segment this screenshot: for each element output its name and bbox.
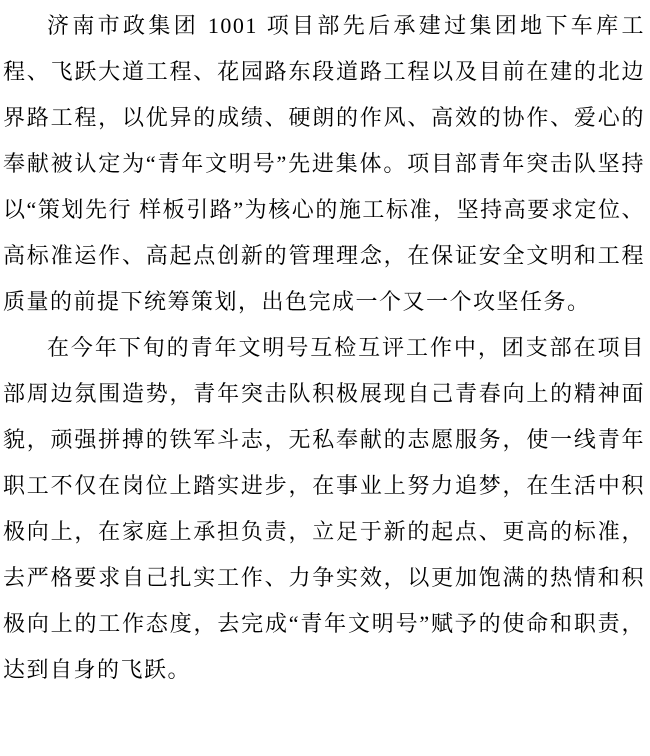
paragraph-1: 济南市政集团 1001 项目部先后承建过集团地下车库工程、飞跃大道工程、花园路东段道路工程以及目前在建的北边界路工程，以优异的成绩、硬朗的作风、高效的协作、爱心的奉献被认定为“青年文明号”先进集体。项目部青年突击队坚持以“策划先行 样板引路”为核心的施工标准，坚持高要求定位、高标准运作、高起点创新的管理理念，在保证安全文明和工程质量的前提下统筹策划，出色完成一个又一个攻坚任务。 bbox=[3, 13, 645, 314]
paragraph-2: 在今年下旬的青年文明号互检互评工作中，团支部在项目部周边氛围造势，青年突击队积极展现自己青春向上的精神面貌，顽强拼搏的铁军斗志，无私奉献的志愿服务，使一线青年职工不仅在岗位上踏实进步，在事业上努力追梦，在生活中积极向上，在家庭上承担负责，立足于新的起点、更高的标准，去严格要求自己扎实工作、力争实效，以更加饱满的热情和积极向上的工作态度，去完成“青年文明号”赋予的使命和职责，达到自身的飞跃。 bbox=[3, 335, 646, 682]
